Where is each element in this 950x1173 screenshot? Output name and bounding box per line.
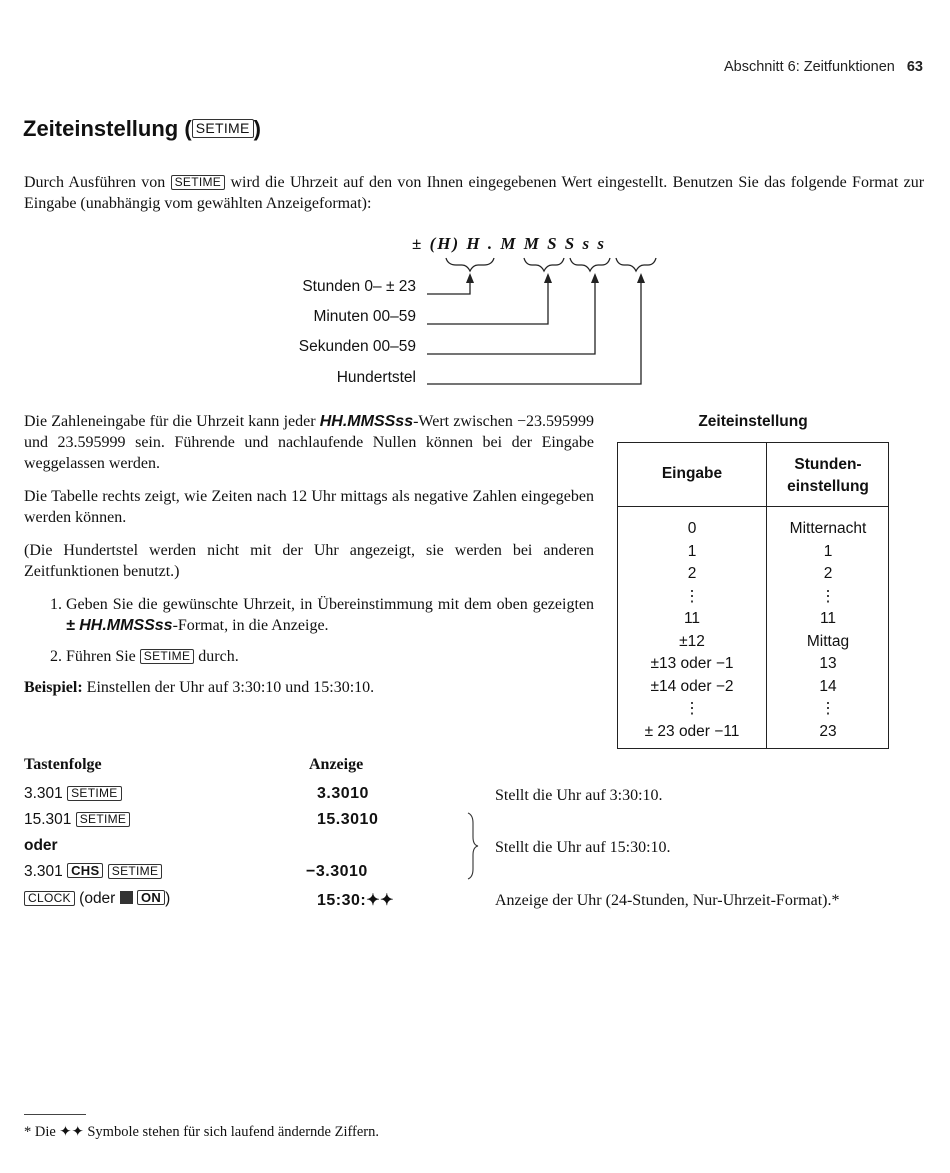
description: Stellt die Uhr auf 15:30:10.	[495, 839, 671, 856]
table-cell: 11	[819, 610, 837, 627]
table-title: Zeiteinstellung	[698, 413, 808, 430]
keystroke-row: 3.301 SETIME	[24, 785, 122, 803]
footnote-rule	[24, 1114, 86, 1115]
arrow-up-icon	[466, 273, 474, 283]
header-input: Eingabe	[661, 465, 723, 482]
time-setting-table	[617, 442, 889, 749]
table-cell: 2	[687, 565, 697, 582]
table-cell: 0	[687, 520, 697, 537]
step-2: 2. Führen Sie SETIME durch.	[66, 646, 594, 667]
table-cell: 23	[819, 722, 837, 740]
table-cell: 2	[823, 565, 833, 582]
title-close: )	[253, 116, 261, 141]
keystroke-row: CLOCK (oder ON )	[24, 890, 170, 908]
table-divider	[766, 443, 767, 748]
display-value: 3.3010	[317, 785, 369, 802]
keystroke-row: 3.301 CHS SETIME	[24, 863, 162, 881]
on-key: ON	[137, 890, 165, 905]
display-value: 15.3010	[317, 811, 379, 828]
description: Stellt die Uhr auf 3:30:10.	[495, 787, 663, 804]
arrow-up-icon	[544, 273, 552, 283]
arrow-up-icon	[637, 273, 645, 283]
shift-key-icon	[120, 891, 133, 904]
paragraph-range: Die Zahleneingabe für die Uhrzeit kann jeder HH.MMSSss-Wert zwischen −23.595999 und 23.595999 sein. Führende und nachlaufende Nullen können bei der Eingabe weggelassen werden.	[24, 413, 595, 472]
table-cell: 13	[819, 655, 837, 672]
table-cell: ±14 oder −2	[650, 677, 734, 695]
label-hundredths: Hundertstel	[336, 369, 416, 386]
table-cell: ± 23 oder −11	[644, 722, 740, 740]
table-cell: Mitternacht	[789, 520, 867, 537]
input-column	[618, 518, 766, 743]
hours-column	[768, 518, 888, 743]
footnote: * Die ✦✦ Symbole stehen für sich laufend ändernde Ziffern.	[24, 1124, 380, 1140]
paragraph-hundredths: (Die Hundertstel werden nicht mit der Uhr angezeigt, sie werden bei anderen Zeitfunktionen benutzt.)	[24, 542, 594, 580]
example-line: Beispiel: Einstellen der Uhr auf 3:30:10 und 15:30:10.	[24, 679, 375, 696]
table-cell: 1	[687, 542, 697, 560]
table-cell: Mittag	[806, 632, 850, 650]
setime-key: SETIME	[108, 864, 162, 879]
steps-list	[24, 594, 594, 667]
step-1: 1. Geben Sie die gewünschte Uhrzeit, in Übereinstimmung mit dem oben gezeigten ± HH.MMSSss-Format, in die Anzeige.	[66, 594, 594, 636]
setime-key: SETIME	[192, 119, 254, 138]
format-string: ± (H) H . M M S S s s	[412, 234, 606, 253]
table-cell: ±13 oder −1	[650, 655, 734, 672]
label-minutes: Minuten 00–59	[313, 308, 416, 325]
paragraph-table-ref: Die Tabelle rechts zeigt, wie Zeiten nach 12 Uhr mittags als negative Zahlen eingegeben werden können.	[24, 488, 594, 526]
page-number: 63	[906, 59, 923, 75]
keystroke-row: 15.301 SETIME	[24, 811, 130, 829]
header-hours: Stunden- einstellung	[787, 456, 869, 495]
display-value: −3.3010	[306, 863, 368, 880]
format-diagram-lines	[0, 0, 950, 400]
intro-text-after: wird die Uhrzeit auf den von Ihnen eingegebenen Wert eingestellt. Benutzen Sie das folgende Format zur Eingabe (unabhängig vom gewählten Anzeigeformat):	[24, 174, 925, 212]
title-text: Zeiteinstellung (	[23, 116, 192, 141]
table-cell: ⋮	[820, 587, 836, 605]
clock-key: CLOCK	[24, 891, 75, 906]
format-term: HH.MMSSss	[319, 413, 414, 430]
label-seconds: Sekunden 00–59	[298, 338, 416, 355]
keystroke-or: oder	[24, 837, 58, 854]
chs-key: CHS	[67, 863, 103, 878]
display-header: Anzeige	[309, 756, 364, 773]
body-text	[24, 411, 594, 698]
table-cell: ⋮	[684, 587, 700, 605]
table-cell: 1	[823, 542, 833, 560]
bracket-icon	[460, 812, 480, 882]
setime-key: SETIME	[67, 786, 121, 801]
label-hours: Stunden 0– ± 23	[302, 278, 416, 295]
display-value: 15:30:✦✦	[317, 892, 395, 909]
table-cell: ±12	[679, 632, 705, 650]
arrow-up-icon	[591, 273, 599, 283]
table-cell: ⋮	[684, 700, 700, 717]
setime-key: SETIME	[76, 812, 130, 827]
intro-text-before: Durch Ausführen von	[24, 174, 166, 191]
section-title: Abschnitt 6: Zeitfunktionen	[723, 59, 895, 75]
setime-key: SETIME	[171, 175, 225, 190]
format-term: ± HH.MMSSss	[66, 617, 173, 634]
table-cell: ⋮	[820, 700, 836, 717]
setime-key: SETIME	[140, 649, 194, 664]
keystrokes-header: Tastenfolge	[24, 756, 102, 773]
description: Anzeige der Uhr (24-Stunden, Nur-Uhrzeit-Format).*	[495, 892, 840, 909]
table-cell: 11	[683, 610, 701, 627]
table-cell: 14	[819, 677, 837, 695]
